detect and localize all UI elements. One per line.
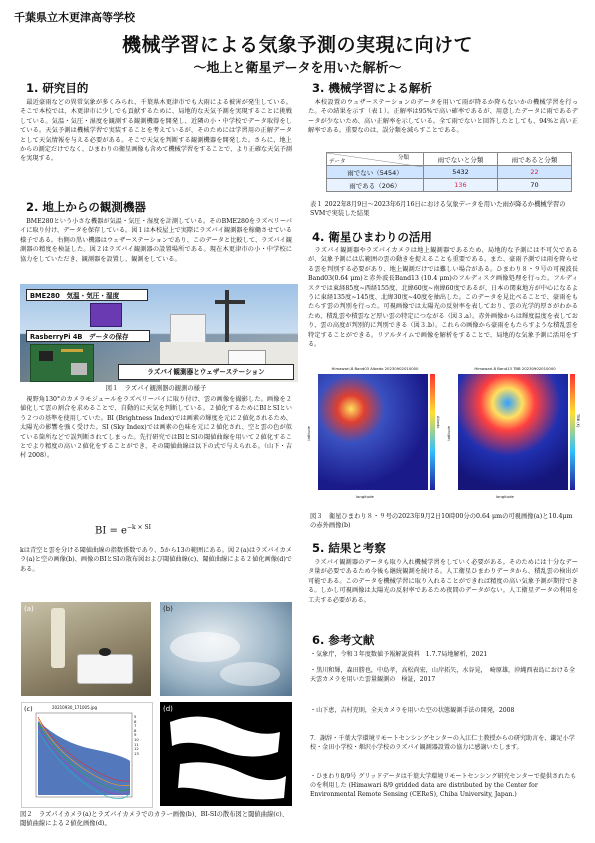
panel-a-label: (a) xyxy=(24,605,34,613)
table-row xyxy=(327,166,572,179)
data-note: ・ひまわり8/9号 グリッドデータは千葉大学環境リモートセンシング研究センターで提供されたものを利用した (Himawari 8/9 gridded data are distributed by the Center for Environmental Remote Sensing (CEReS), Chiba University, Japan.) xyxy=(310,773,577,799)
table-cell: 136 xyxy=(424,179,498,192)
section-5-body: ラズパイ観測器のデータも取り入れ機械学習をしていく必要がある。そのためには十分なデータ量が必要であるため今後も継続観測を続ける。人工衛星ひまわりデータから、積乱雲の検出が可能である。このデータを機械学習に取り入れることができれば精度の高い気象予測が期待できる。しかし可視画像は太陽光の反射率であるため夜間のデータがない。人工衛星データの利用を工夫する必要がある。 xyxy=(308,559,578,604)
map-b-xlabel: longitude xyxy=(496,494,514,499)
colorbar-b-label: TBB (K) xyxy=(576,414,580,428)
reference-2: ・黒川和輝，森田勝也，中島孝，高松尚宏，山岸拓矢，水谷晃， 崎原雄，沖縄西表島における全天雲カメラを用いた雲量観測の 検証，2017 xyxy=(310,667,576,684)
poster-subtitle: 〜地上と衛星データを用いた解析〜 xyxy=(193,61,402,76)
label-station: ラズパイ観測器とウェザーステーション xyxy=(118,364,294,380)
table-row xyxy=(327,179,572,192)
label-bme280: BME280 気温・気圧・湿度 xyxy=(26,289,148,301)
figure-3a-visible-map xyxy=(306,366,444,508)
label-raspberry-pi: RasberryPi 4B データの保存 xyxy=(26,330,150,342)
map-a-ylabel: latitude xyxy=(306,426,311,441)
section-2-heading: 2. 地上からの観測機器 xyxy=(26,200,146,214)
colorbar-a xyxy=(430,374,435,490)
panel-d-label: (d) xyxy=(163,705,173,713)
legend-item: 6 xyxy=(134,718,137,724)
poster-title: 機械学習による気象予測の実現に向けて xyxy=(121,34,473,56)
bme280-sensor-image xyxy=(90,303,122,327)
section-2-body: BME280という小さな機器が気温・気圧・湿度を計測している。そのBME280をラズベリーパイに取り付け、データを保存している。図１は本校屋上で実際にラズパイ観測器を稼働させている様子である。右側の黒い機器はウェザーステーションであり、このデータと比較して、ラズパイ観測器の精度を検証した。図２はラズパイ観測器の設置場所である。現在木更津市の小・中学校に協力をしていただき、観測器を設置し、観測をしている。 xyxy=(20,218,292,263)
map-a-image xyxy=(318,374,428,490)
table-row-label-cell: 雨でない（5454） xyxy=(327,166,424,179)
formula-exponent: −k × SI xyxy=(126,524,151,531)
acknowledgment: 7．謝辞・千葉大学環境リモートセンシングセンターの入江仁士教授からの研究助言を、鎌足小学校・金田小学校・畑沢小学校のラズパイ観測器設置の協力に感謝いたします。 xyxy=(310,735,575,752)
table-corner xyxy=(327,153,424,166)
figure-1-caption: 図１ ラズパイ観測器の観測の様子 xyxy=(105,385,207,392)
figure-2c-scatter-plot xyxy=(21,702,153,808)
scatter-svg xyxy=(22,703,152,807)
figure-3b-infrared-map xyxy=(446,366,586,508)
section-1-heading: 1. 研究目的 xyxy=(26,81,89,95)
figure-2-caption: 図２ ラズパイカメラ(a)とラズパイカメラでのカラー画像(b)、BI-SIの散布図と閾値曲線(c)、閾値曲線による２値化画像(d)。 xyxy=(20,811,289,827)
table-row-label: データ xyxy=(329,159,346,165)
threshold-formula xyxy=(95,524,151,536)
table-cell: 5432 xyxy=(424,166,498,179)
legend-item: 12 xyxy=(134,746,139,752)
school-name: 千葉県立木更津高等学校 xyxy=(14,11,135,24)
map-b-image xyxy=(458,374,568,490)
figure-2a-camera-photo xyxy=(21,602,151,696)
section-1-body: 最近豪雨などの異常気象が多くみられ、千葉県木更津市でも大雨による被害が発生している。そこで本校では、木更津市に少しでも貢献するために、局地的な天気予測を実現することに挑戦している。気温・気圧・湿度を観測する観測機器を開発し、近隣の小・中学校でデータ取得をしている。天気予測は機械学習で実装することを考えているが、そのためには学習用の正解データとして天気情報を与える必要がある。そこで天気を判断する観測機器を開発した。さらに、地上からの測定だけでなく、ひまわりの衛星画像も含めて機械学習をすることで、より正確な天気予測を実現する。 xyxy=(20,99,292,163)
figure-2b-sky-image xyxy=(160,602,292,696)
section-6-heading: 6. 参考文献 xyxy=(312,633,375,647)
legend-item: 7 xyxy=(134,723,137,729)
figure-2d-binary-image xyxy=(160,702,292,806)
section-4-heading: 4. 衛星ひまわりの活用 xyxy=(312,230,432,244)
colorbar-b xyxy=(570,374,575,490)
legend-item: 10 xyxy=(134,736,139,742)
legend-item: 13 xyxy=(134,750,139,756)
legend-item: 8 xyxy=(134,727,137,733)
table-1-caption: 表１ 2022年8月9日〜2023年6月16日における気象データを用いた雨が降るか機械学習のSVMで実装した結果 xyxy=(310,201,566,217)
legend-item: 9 xyxy=(134,732,137,738)
legend-item: 5 xyxy=(134,714,137,719)
map-a-xlabel: longitude xyxy=(356,494,374,499)
raspberry-pi-board-image xyxy=(30,344,94,382)
table-header: 雨であると分類 xyxy=(498,153,572,166)
section-4-body: ラズパイ観測器やラズパイカメラは地上観測器であるため、局地的な予測には不可欠であるが、気象予測には広範囲の雲の動きを捉えることも重要である。また、豪雨予測では雨を降らせる雲を判別する必要があり、地上観測だけでは難しい場合がある。ひまわり８・９号の可視波長Band03(0.64 μm)と赤外波長Band13 (10.4 μm)のフルディスク画像処理を行った。フルディスクでは東経85度~西経155度、北緯60度~南緯60度であるが、日本の関東地方が中心になるように東経135度~145度、北緯30度~40度を抽出した。このデータを見比べることで、豪雨をもたらす雲の判別を行った。可視画像では太陽光の反射率を表しており、雲の光学的厚さがわかるため、積乱雲や積雲など厚い雲の特定につながる（図３.a）。赤外画像からは輝度温度を表しており、雲の高度が判別的に判別できる（図３.b）。これらの画像から豪雨をもたらすような積乱雲を特定することができる。リアルタイムで画像を解析をすることで、局地的な気象予測に活用をする。 xyxy=(308,247,578,349)
reference-1: ・気象庁，令和３年度数値予報解説資料 1.7.7局地解析，2021 xyxy=(310,651,488,658)
section-2-body-3: kは青空と雲を分ける閾値曲線の指数係数であり、5から13の範囲にある。図２(a)はラズパイカメラ(a)と空の画像(b)、画像のBIとSIの散布図および閾値曲線(c)、閾値曲線による２値化画像(d)である。 xyxy=(20,547,292,573)
map-a-title: Himawari-8 Band03 Albedo 20230902010000 xyxy=(331,366,419,371)
panel-c-label: (c) xyxy=(24,705,33,713)
scatter-legend xyxy=(134,715,139,756)
section-3-body: 本校設置のウェザーステーションのデータを用いて雨が降るか降らないかの機械学習を行った。その結果を示す（表１）。正解率は95%で高い確率であるが、用意したデータに雨であるデータが少ないため、高い正解率を示している。全て雨でないと回答したとしても、94%と高い正解率である。重要なのは、誤分類を減らすことである。 xyxy=(308,99,578,135)
table-cell: 70 xyxy=(498,179,572,192)
legend-item: 11 xyxy=(134,741,139,747)
colorbar-a-label: Albedo xyxy=(436,416,440,429)
reference-3: ・山下恵，吉村充則，全天カメラを用いた空の状態観測手法の開発，2008 xyxy=(310,707,515,714)
table-row-label-cell: 雨である（206） xyxy=(327,179,424,192)
binary-svg xyxy=(160,702,292,806)
map-b-title: Himawari-8 Band13 TBB 20230902010000 xyxy=(474,366,556,371)
map-b-ylabel: latitude xyxy=(446,426,451,441)
results-table xyxy=(326,152,572,192)
table-cell: 22 xyxy=(498,166,572,179)
panel-b-label: (b) xyxy=(163,605,173,613)
section-2-body-2: 視野角130°のカメラモジュールをラズベリーパイに取り付け、雲の画像を撮影した。画像を２値化して雲の割合を求めることで、自動的に天気を判断している。２値化するためにBIとSIという２つの基準を使用していた。BI (Brightness Index)では画素の輝度を元に２値化されるため、太陽光の影響を強く受けた。SI (Sky Index)では画素の色味を元に２値化され、空と雲の色が似ている箇所などで誤判断されてしまった。先行研究ではBIとSIの閾値曲線を用いて２値化することでより精度の高い２値化をすることができ、その閾値曲線は以下の式で与えられる。（山下・吉村 2008）。 xyxy=(20,396,292,460)
formula-main: BI = e xyxy=(95,525,127,537)
table-header: 雨でないと分類 xyxy=(424,153,498,166)
figure-3-caption: 図３ 衛星ひまわり８・９号の2023年9月2日10時00分の0.64 μmの可視画像(a)と10.4μmの赤外画像(b) xyxy=(310,513,573,529)
scatter-title: 20210930_171005.jpg xyxy=(52,705,98,710)
table-col-label: 分類 xyxy=(397,155,409,161)
section-3-heading: 3. 機械学習による解析 xyxy=(312,81,432,95)
section-5-heading: 5. 結果と考察 xyxy=(312,541,386,555)
